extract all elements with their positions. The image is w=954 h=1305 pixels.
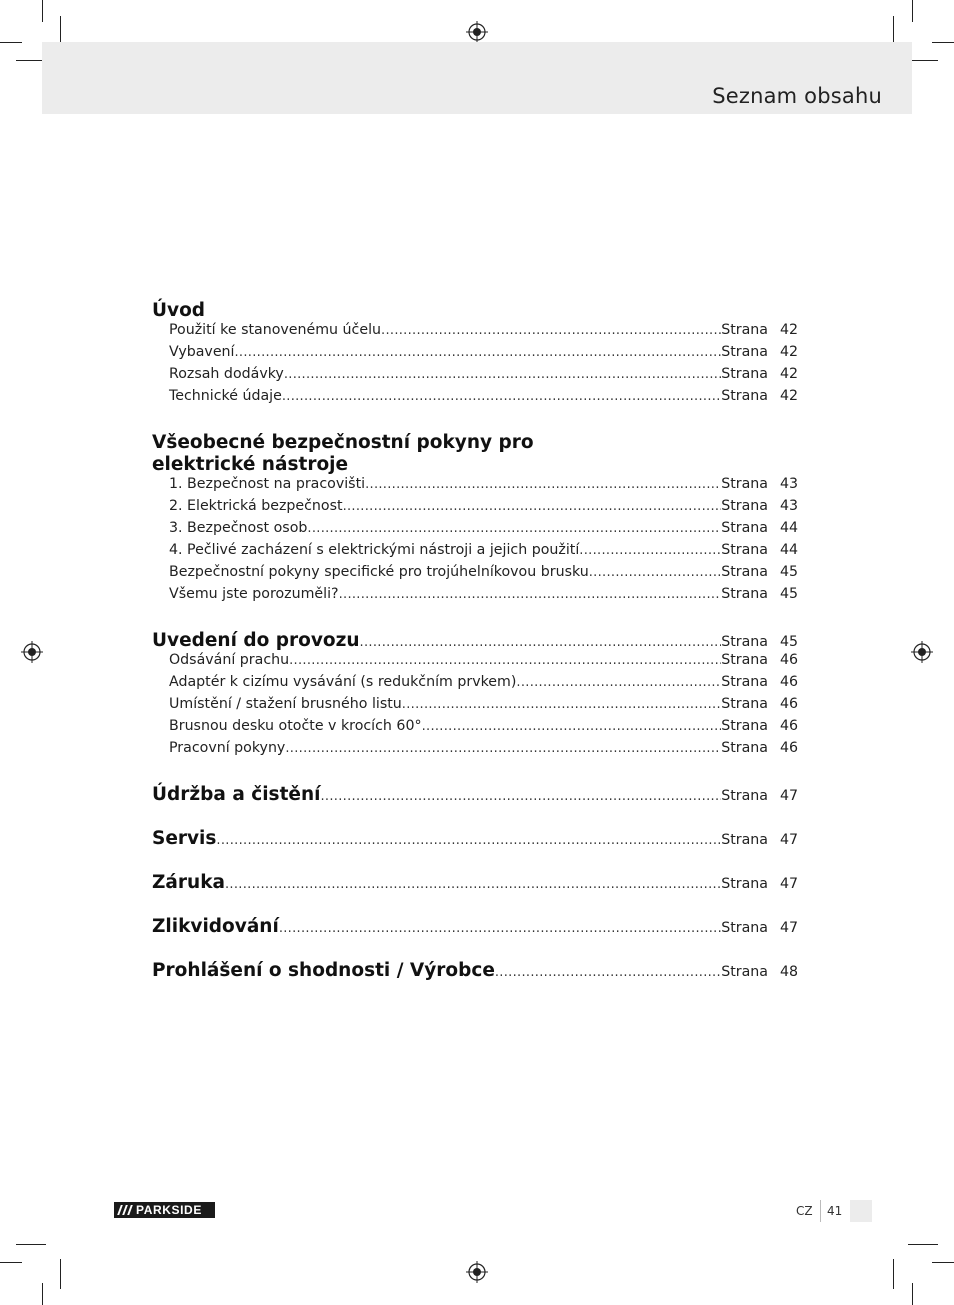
toc-section-maintenance: [152, 784, 798, 806]
section-title: Servis: [152, 828, 217, 849]
toc-section-safety: [152, 432, 798, 608]
toc-heading-entry[interactable]: [152, 916, 798, 938]
logo-stripes-icon: [114, 1202, 136, 1218]
entry-page: 46: [779, 674, 798, 690]
leader-dots: [282, 389, 721, 404]
entry-label: Strana: [721, 564, 768, 580]
entry-label: Strana: [721, 788, 768, 804]
toc-section-startup: [152, 630, 798, 762]
section-title: Úvod: [152, 300, 206, 321]
registration-mark-icon: [911, 641, 933, 663]
entry-page: 42: [779, 344, 798, 360]
entry-text: Všemu jste porozuměli?: [169, 586, 339, 602]
entry-label: Strana: [721, 740, 768, 756]
toc-entry[interactable]: [152, 652, 798, 674]
entry-text: Rozsah dodávky: [169, 366, 284, 382]
entry-label: Strana: [721, 520, 768, 536]
entry-text: Brusnou desku otočte v krocích 60°: [169, 718, 422, 734]
table-of-contents: [152, 300, 798, 1004]
section-title: Údržba a čistění: [152, 784, 321, 805]
entry-label: Strana: [721, 652, 768, 668]
entry-text: Umístění / stažení brusného listu: [169, 696, 402, 712]
leader-dots: [360, 635, 722, 650]
entry-page: 46: [779, 696, 798, 712]
entry-label: Strana: [721, 366, 768, 382]
entry-label: Strana: [721, 920, 768, 936]
toc-entry[interactable]: [152, 564, 798, 586]
entry-page: 45: [779, 564, 798, 580]
entry-text: Použití ke stanovenému účelu: [169, 322, 382, 338]
page-title: Seznam obsahu: [712, 84, 882, 108]
crop-mark: [908, 1244, 938, 1245]
toc-section-declaration: [152, 960, 798, 982]
toc-entry[interactable]: [152, 344, 798, 366]
leader-dots: [234, 345, 721, 360]
crop-mark: [0, 1262, 22, 1263]
section-title: Záruka: [152, 872, 225, 893]
leader-dots: [289, 653, 721, 668]
toc-heading-entry[interactable]: [152, 872, 798, 894]
entry-text: Vybavení: [169, 344, 235, 360]
language-code: CZ: [796, 1204, 813, 1218]
footer-tab: [850, 1200, 872, 1222]
section-title: Zlikvidování: [152, 916, 279, 937]
toc-heading-entry[interactable]: [152, 630, 798, 652]
toc-entry[interactable]: [152, 520, 798, 542]
leader-dots: [495, 965, 721, 980]
entry-page: 44: [779, 542, 798, 558]
leader-dots: [579, 543, 721, 558]
toc-heading-entry[interactable]: [152, 784, 798, 806]
page-number: 41: [827, 1204, 843, 1218]
leader-dots: [320, 789, 721, 804]
entry-text: Odsávání prachu: [169, 652, 290, 668]
crop-mark: [16, 1244, 46, 1245]
entry-text: Adaptér k cizímu vysávání (s redukčním prvkem): [169, 674, 517, 690]
leader-dots: [285, 741, 721, 756]
crop-mark: [932, 42, 954, 43]
toc-entry[interactable]: [152, 366, 798, 388]
crop-mark: [912, 0, 913, 22]
entry-label: Strana: [721, 696, 768, 712]
entry-label: Strana: [721, 832, 768, 848]
leader-dots: [365, 477, 721, 492]
leader-dots: [216, 833, 721, 848]
leader-dots: [402, 697, 721, 712]
entry-label: Strana: [721, 388, 768, 404]
entry-text: 2. Elektrická bezpečnost: [169, 498, 343, 514]
entry-page: 43: [779, 476, 798, 492]
toc-entry[interactable]: [152, 696, 798, 718]
registration-mark-icon: [466, 1261, 488, 1283]
leader-dots: [307, 521, 721, 536]
crop-mark: [60, 1259, 61, 1289]
crop-mark: [912, 1283, 913, 1305]
leader-dots: [589, 565, 721, 580]
crop-mark: [893, 1259, 894, 1289]
entry-label: Strana: [721, 964, 768, 980]
section-title: Uvedení do provozu: [152, 630, 360, 651]
toc-entry[interactable]: [152, 674, 798, 696]
leader-dots: [422, 719, 722, 734]
crop-mark: [908, 60, 938, 61]
entry-label: Strana: [721, 718, 768, 734]
entry-label: Strana: [721, 498, 768, 514]
leader-dots: [279, 921, 721, 936]
entry-page: 46: [779, 718, 798, 734]
entry-page: 47: [779, 920, 798, 936]
registration-mark-icon: [466, 21, 488, 43]
footer-divider: [820, 1200, 821, 1222]
section-title: Prohlášení o shodnosti / Výrobce: [152, 960, 495, 981]
leader-dots: [225, 877, 721, 892]
entry-label: Strana: [721, 876, 768, 892]
entry-text: Bezpečnostní pokyny specifické pro trojúhelníkovou brusku: [169, 564, 589, 580]
entry-text: 3. Bezpečnost osob: [169, 520, 308, 536]
entry-page: 48: [779, 964, 798, 980]
toc-entry[interactable]: [152, 322, 798, 344]
entry-label: Strana: [721, 344, 768, 360]
entry-label: Strana: [721, 322, 768, 338]
entry-label: Strana: [721, 674, 768, 690]
entry-page: 47: [779, 832, 798, 848]
leader-dots: [284, 367, 721, 382]
entry-text: Pracovní pokyny: [169, 740, 286, 756]
entry-page: 42: [779, 322, 798, 338]
entry-label: Strana: [721, 586, 768, 602]
toc-section-disposal: [152, 916, 798, 938]
entry-page: 44: [779, 520, 798, 536]
toc-entry[interactable]: [152, 388, 798, 410]
leader-dots: [343, 499, 722, 514]
toc-section-uvod: [152, 300, 798, 410]
entry-text: 1. Bezpečnost na pracovišti: [169, 476, 366, 492]
entry-page: 42: [779, 366, 798, 382]
section-title: Všeobecné bezpečnostní pokyny pro elektrické nástroje: [152, 432, 534, 475]
entry-text: 4. Pečlivé zacházení s elektrickými nástroji a jejich použití: [169, 542, 580, 558]
toc-entry[interactable]: [152, 740, 798, 762]
toc-entry[interactable]: [152, 718, 798, 740]
entry-page: 46: [779, 652, 798, 668]
registration-mark-icon: [21, 641, 43, 663]
entry-page: 42: [779, 388, 798, 404]
entry-page: 46: [779, 740, 798, 756]
toc-heading-entry[interactable]: [152, 828, 798, 850]
entry-page: 47: [779, 788, 798, 804]
logo-text: PARKSIDE: [136, 1203, 202, 1217]
entry-label: Strana: [721, 476, 768, 492]
crop-mark: [42, 0, 43, 22]
entry-text: Technické údaje: [169, 388, 282, 404]
toc-heading-entry[interactable]: [152, 960, 798, 982]
entry-page: 43: [779, 498, 798, 514]
entry-page: 47: [779, 876, 798, 892]
toc-section-service: [152, 828, 798, 850]
toc-entry[interactable]: [152, 476, 798, 498]
toc-entry[interactable]: [152, 586, 798, 608]
toc-section-warranty: [152, 872, 798, 894]
leader-dots: [339, 587, 722, 602]
entry-label: Strana: [721, 634, 768, 650]
parkside-logo: [114, 1202, 215, 1218]
crop-mark: [42, 1283, 43, 1305]
crop-mark: [932, 1262, 954, 1263]
entry-page: 45: [779, 586, 798, 602]
crop-mark: [0, 42, 22, 43]
leader-dots: [516, 675, 721, 690]
leader-dots: [381, 323, 721, 338]
entry-page: 45: [779, 634, 798, 650]
toc-entry[interactable]: [152, 542, 798, 564]
toc-entry[interactable]: [152, 498, 798, 520]
entry-label: Strana: [721, 542, 768, 558]
